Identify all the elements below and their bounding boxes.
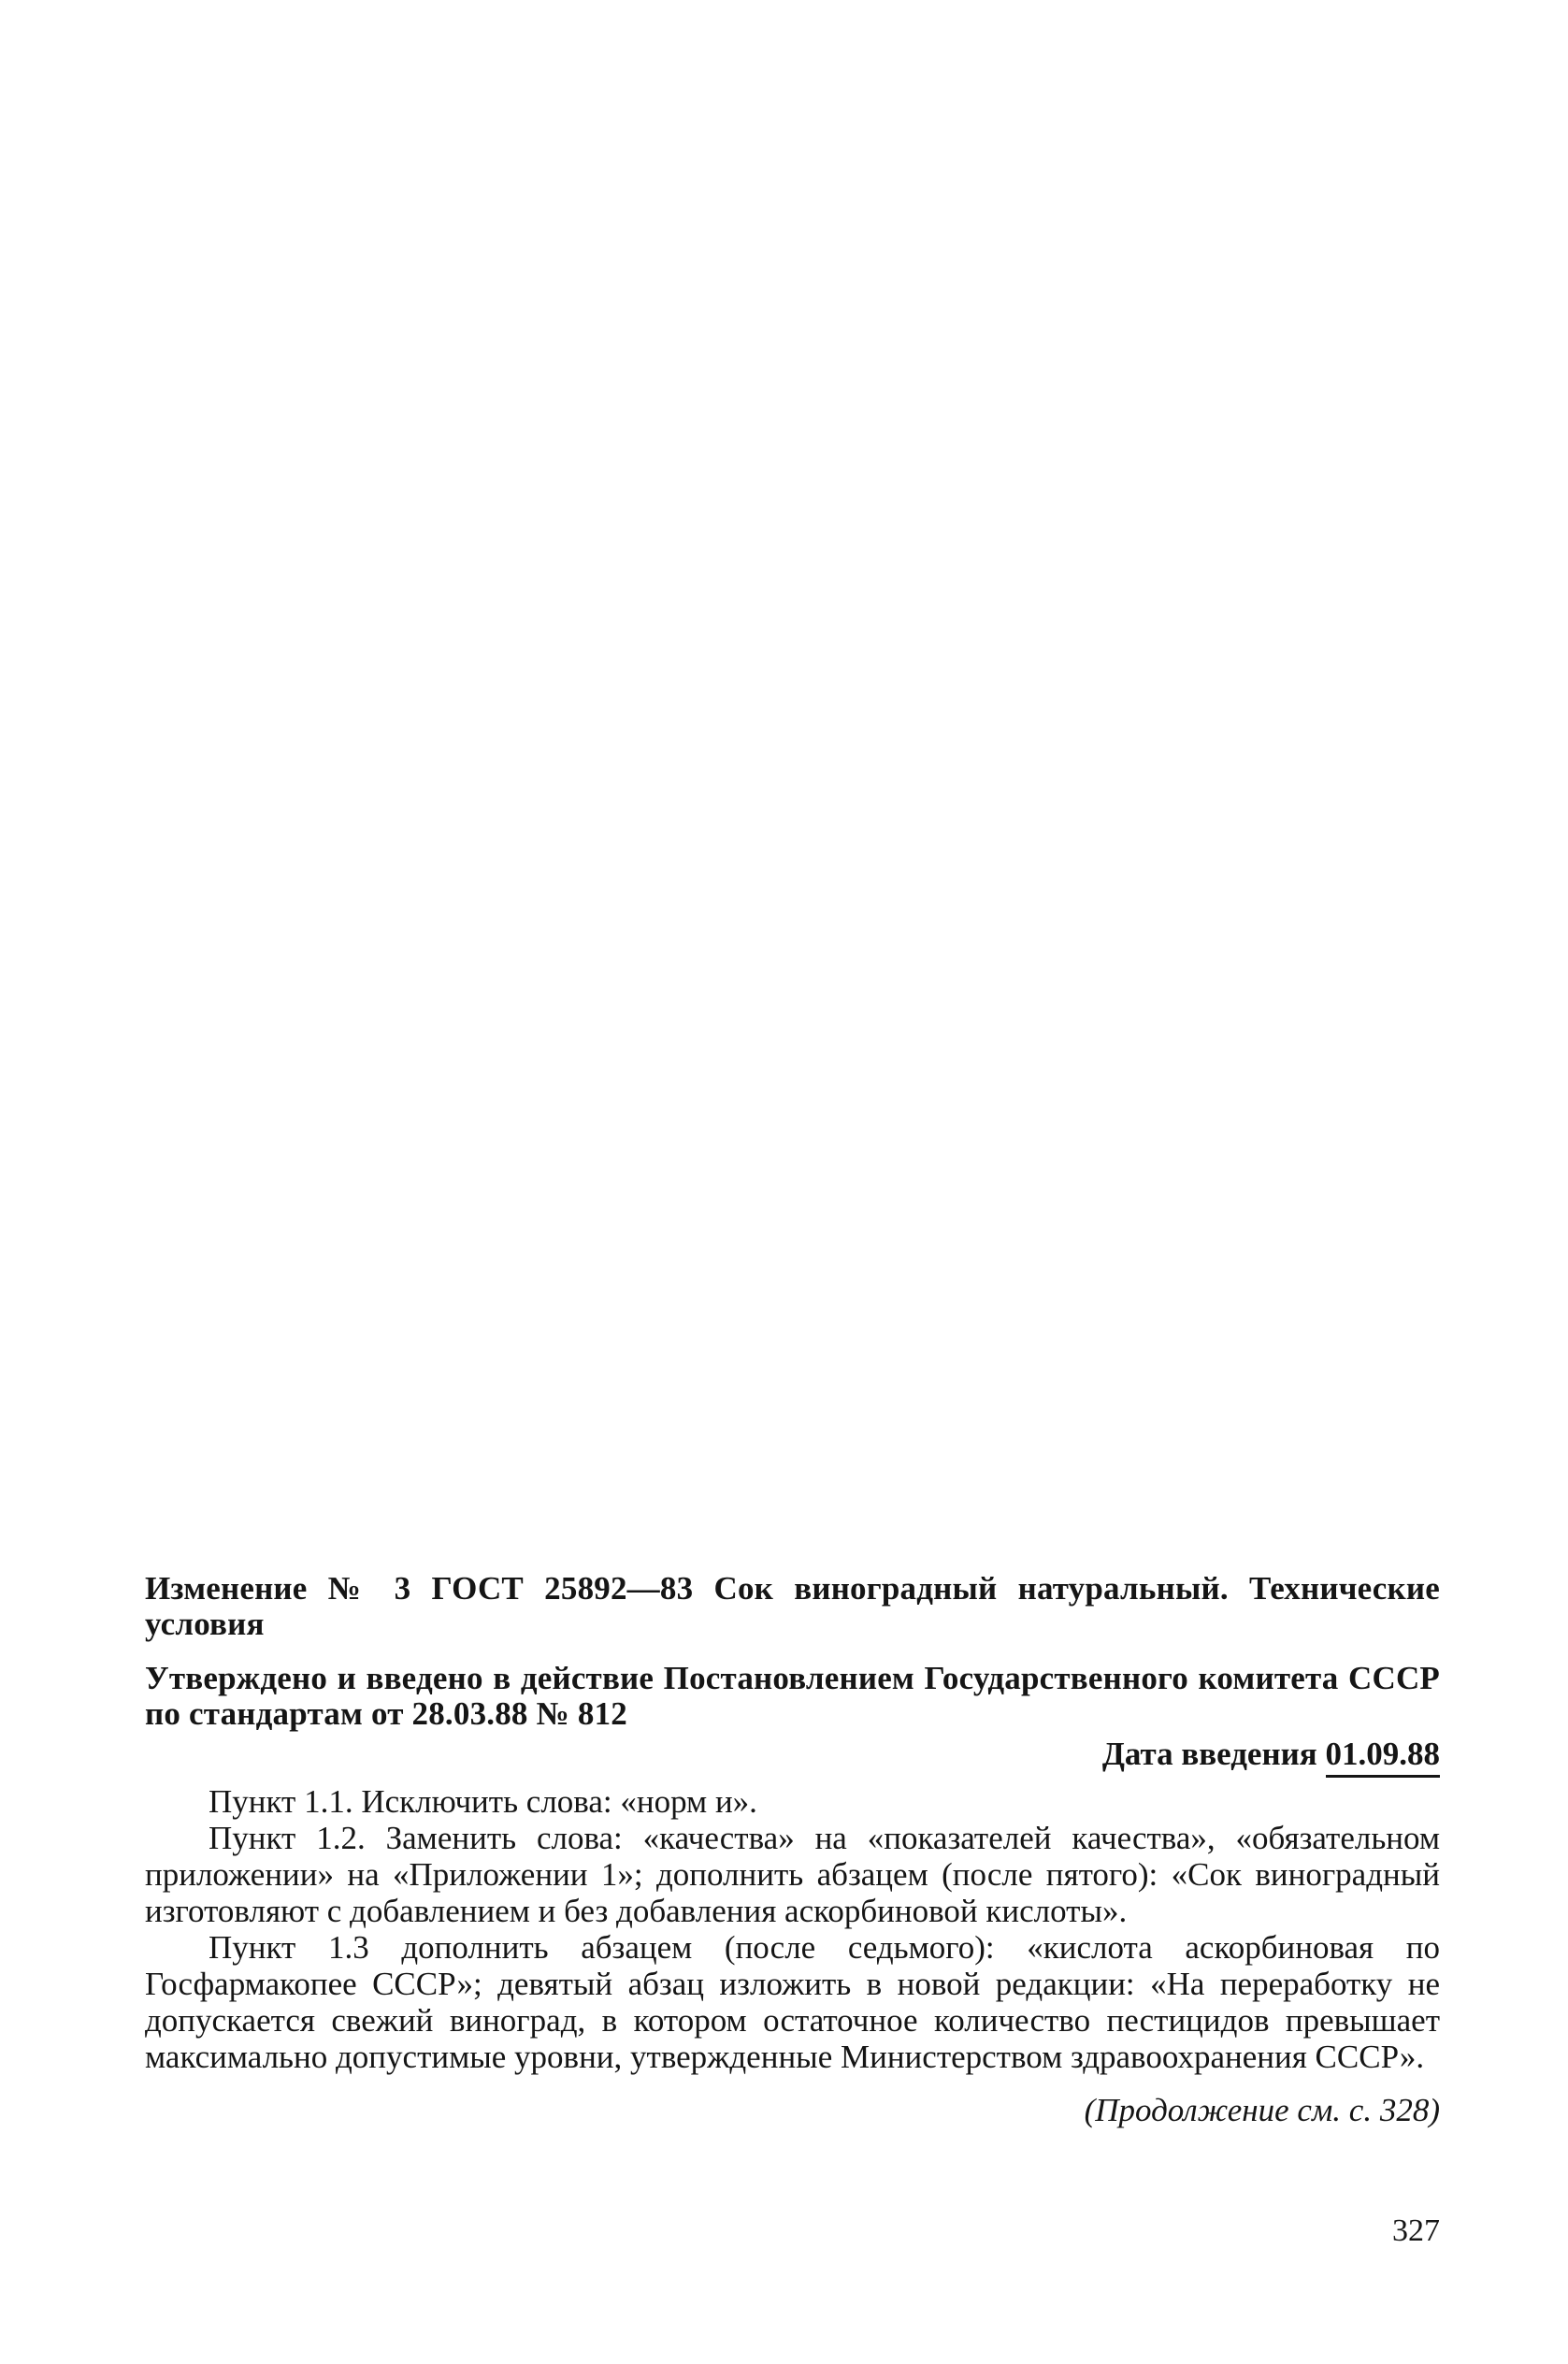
continuation-note: (Продолжение см. с. 328) — [1084, 2092, 1440, 2128]
amendment-text — [145, 1571, 1440, 2129]
paragraph-1-3: Пункт 1.3 дополнить абзацем (после седьмого): «кислота аскорбиновая по Госфармакопее СССР»; девятый абзац изложить в новой редакции: «На переработку не допускается свежий виноград, в котором остаточное количество пестицидов превышает максимально допустимые уровни, утвержденные Министерством здравоохранения СССР». — [145, 1929, 1440, 2075]
introduction-date — [145, 1736, 1440, 1778]
paragraph-1-2: Пункт 1.2. Заменить слова: «качества» на «показателей качества», «обязательном приложении» на «Приложении 1»; дополнить абзацем (после пятого): «Сок виноградный изготовляют с добавлением и без добавления аскорбиновой кислоты». — [145, 1820, 1440, 1929]
introduction-date-value: 01.09.88 — [1326, 1736, 1441, 1778]
amendment-title: Изменение № 3 ГОСТ 25892—83 Сок виноградный натуральный. Технические условия — [145, 1570, 1440, 1642]
introduction-date-label: Дата введения — [1101, 1736, 1317, 1772]
page-number: 327 — [1392, 2213, 1440, 2248]
approval-statement: Утверждено и введено в действие Постановлением Государственного комитета СССР по стандартам от 28.03.88 № 812 — [145, 1660, 1440, 1732]
paragraph-1-1: Пункт 1.1. Исключить слова: «норм и». — [209, 1783, 757, 1820]
